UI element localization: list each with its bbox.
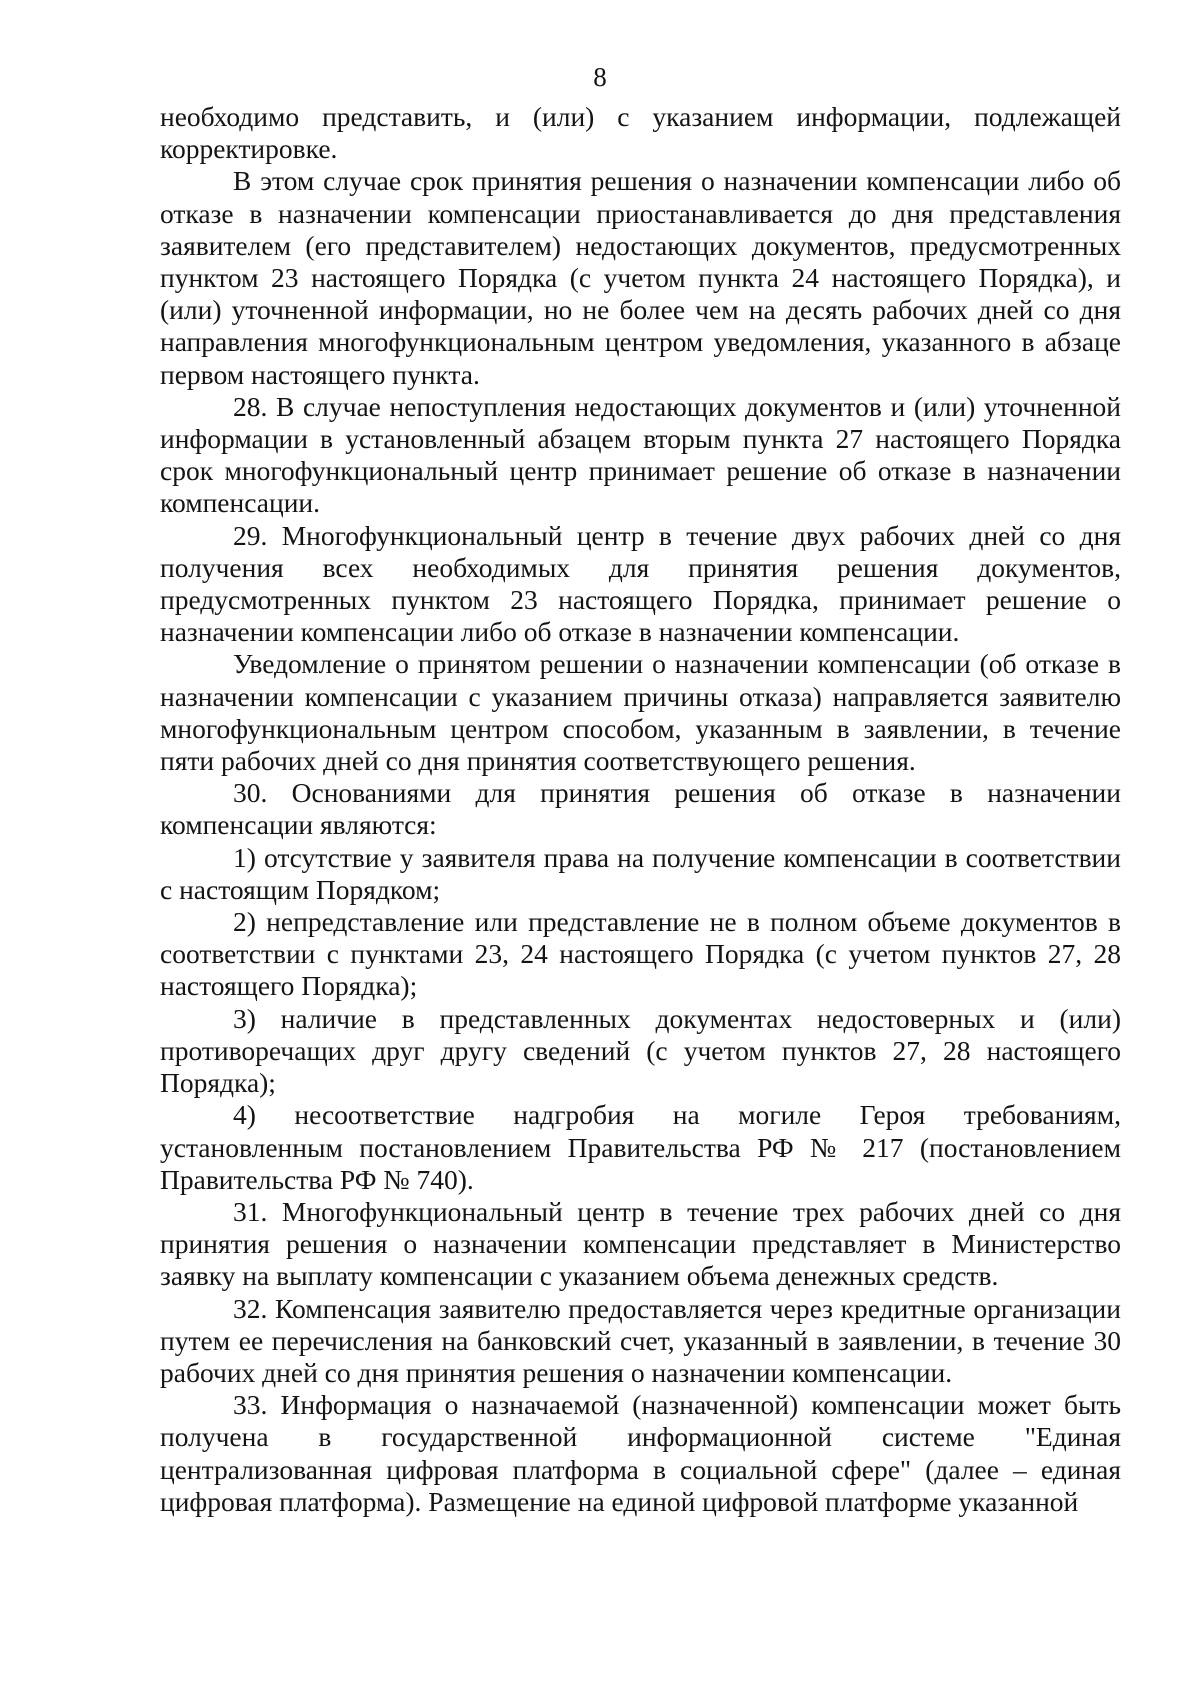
paragraph-item-32: 32. Компенсация заявителю предоставляется через кредитные организации путем ее перечисления на банковский счет, указанный в заявлении, в течение 30 рабочих дней со дня принятия решения о назначении компенсации. (160, 1292, 1121, 1388)
paragraph-item-31: 31. Многофункциональный центр в течение трех рабочих дней со дня принятия решения о назначении компенсации представляет в Министерство заявку на выплату компенсации с указанием объема денежных средств. (160, 1195, 1121, 1292)
paragraph-item-30: 30. Основаниями для принятия решения об отказе в назначении компенсации являются: (160, 777, 1121, 841)
document-body (160, 101, 1121, 1518)
list-item-30-2: 2) непредставление или представление не в полном объеме документов в соответствии с пунктами 23, 24 настоящего Порядка (с учетом пунктов 27, 28 настоящего Порядка); (160, 906, 1121, 1002)
list-item-30-3: 3) наличие в представленных документах недостоверных и (или) противоречащих друг другу сведений (с учетом пунктов 27, 28 настоящего Порядка); (160, 1002, 1121, 1099)
paragraph-item-29: 29. Многофункциональный центр в течение двух рабочих дней со дня получения всех необходимых для принятия решения документов, предусмотренных пунктом 23 настоящего Порядка, принимает решение о назначении компенсации либо об отказе в назначении компенсации. (160, 519, 1121, 648)
paragraph-continuation: необходимо представить, и (или) с указанием информации, подлежащей корректировке. (160, 101, 1121, 165)
page-number: 8 (593, 62, 607, 92)
list-item-30-4: 4) несоответствие надгробия на могиле Героя требованиям, установленным постановлением Правительства РФ № 217 (постановлением Правительства РФ № 740). (160, 1099, 1121, 1195)
paragraph-item-28: 28. В случае непоступления недостающих документов и (или) уточненной информации в установленный абзацем вторым пункта 27 настоящего Порядка срок многофункциональный центр принимает решение об отказе в назначении компенсации. (160, 390, 1121, 519)
paragraph-suspension-term: В этом случае срок принятия решения о назначении компенсации либо об отказе в назначении компенсации приостанавливается до дня представления заявителем (его представителем) недостающих документов, предусмотренных пунктом 23 настоящего Порядка (с учетом пункта 24 настоящего Порядка), и (или) уточненной информации, но не более чем на десять рабочих дней со дня направления многофункциональным центром уведомления, указанного в абзаце первом настоящего пункта. (160, 165, 1121, 390)
paragraph-item-33: 33. Информация о назначаемой (назначенной) компенсации может быть получена в государственной информационной системе "Единая централизованная цифровая платформа в социальной сфере" (далее – единая цифровая платформа). Размещение на единой цифровой платформе указанной (160, 1389, 1121, 1517)
paragraph-notification: Уведомление о принятом решении о назначении компенсации (об отказе в назначении компенсации с указанием причины отказа) направляется заявителю многофункциональным центром способом, указанным в заявлении, в течение пяти рабочих дней со дня принятия соответствующего решения. (160, 648, 1121, 777)
list-item-30-1: 1) отсутствие у заявителя права на получение компенсации в соответствии с настоящим Порядком; (160, 841, 1121, 905)
